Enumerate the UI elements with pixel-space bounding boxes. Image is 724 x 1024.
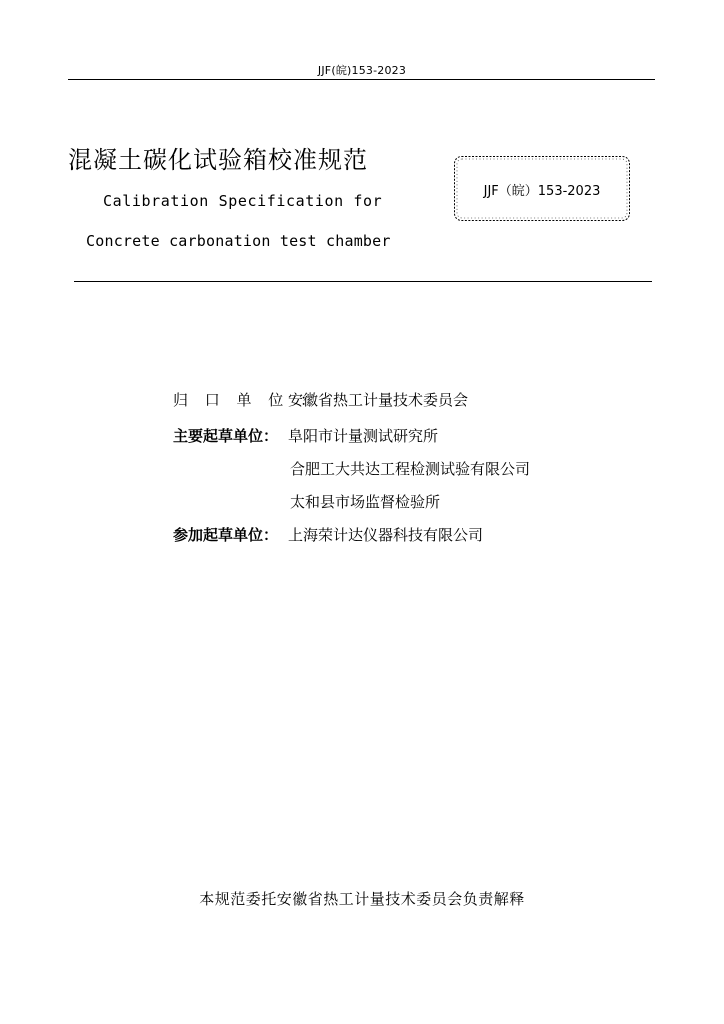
- title-rule: [74, 281, 652, 282]
- code-box-text: JJF（皖）153-2023: [483, 184, 601, 199]
- main-drafter-1: 阜阳市计量测试研究所: [288, 427, 439, 445]
- participating-drafters-row: [173, 524, 483, 545]
- title-chinese: 混凝土碳化试验箱校准规范: [68, 146, 368, 174]
- main-drafters-row: [173, 425, 438, 446]
- main-drafter-2: 合肥工大共达工程检测试验有限公司: [290, 460, 531, 478]
- footer-interpretation-note: 本规范委托安徽省热工计量技术委员会负责解释: [199, 890, 525, 908]
- main-drafter-3: 太和县市场监督检验所: [290, 493, 441, 511]
- centralized-unit-value: 安徽省热工计量技术委员会: [288, 391, 469, 409]
- header-code: JJF(皖)153-2023: [317, 64, 407, 77]
- title-english-line-2: Concrete carbonation test chamber: [86, 232, 391, 250]
- centralized-unit-row: [173, 389, 468, 410]
- header-rule: [68, 79, 655, 80]
- code-box: [453, 155, 631, 222]
- title-english-line-1: Calibration Specification for: [103, 192, 383, 210]
- main-drafters-label: 主要起草单位：: [173, 427, 279, 445]
- participating-drafter-1: 上海荣计达仪器科技有限公司: [288, 526, 484, 544]
- centralized-unit-label: 归 口 单 位 ：: [173, 391, 322, 409]
- participating-drafters-label: 参加起草单位：: [173, 526, 279, 544]
